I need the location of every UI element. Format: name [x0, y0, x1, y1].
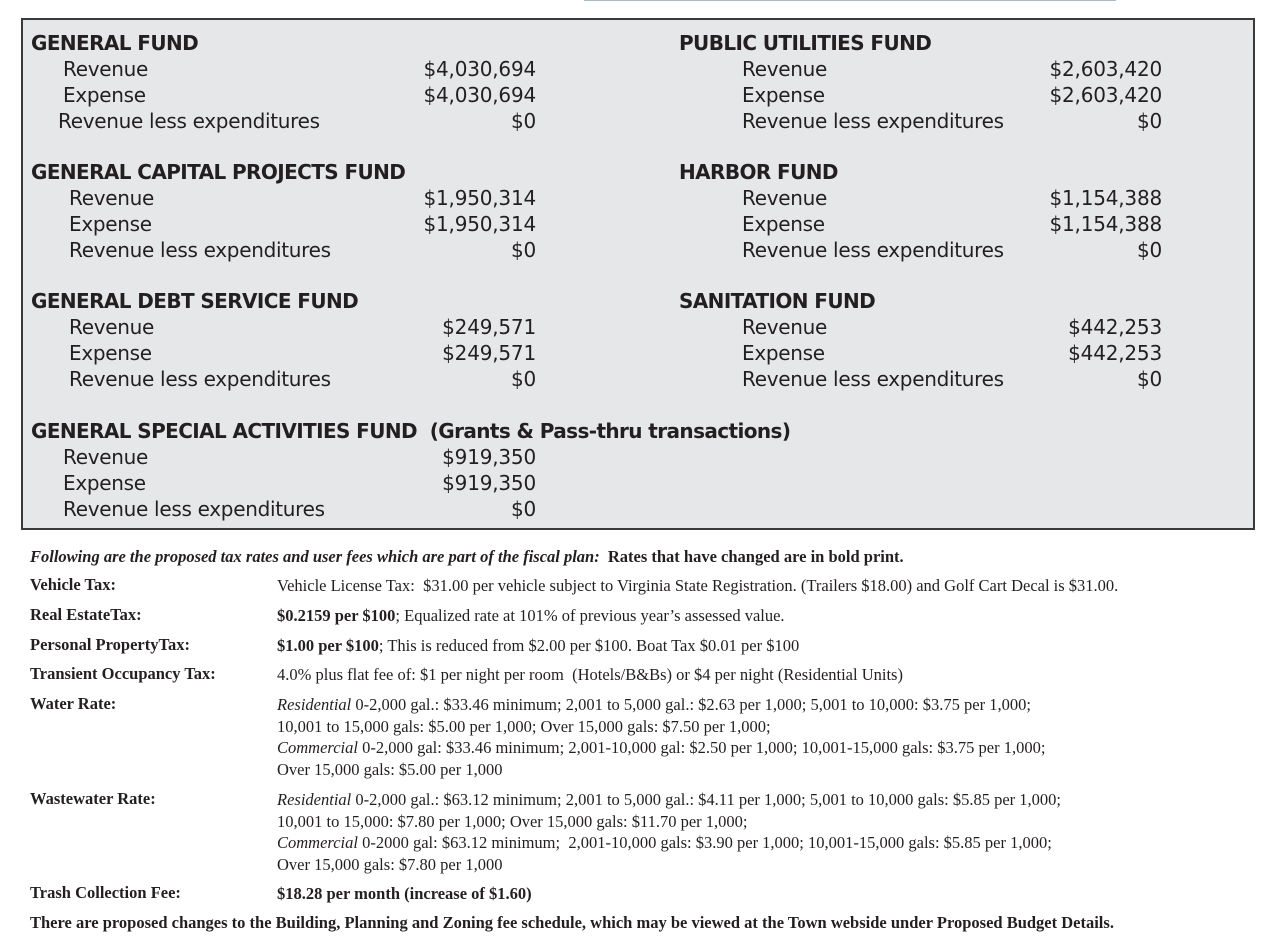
rate-label: Personal PropertyTax: — [30, 635, 190, 654]
fund-row-net — [679, 366, 1162, 392]
row-label: Expense — [742, 212, 825, 236]
rate-bold-value: $1.00 per $100 — [277, 636, 379, 655]
rate-bold-value: $0.2159 per $100 — [277, 606, 396, 625]
water-commercial-line-2: Over 15,000 gals: $5.00 per 1,000 — [277, 759, 503, 779]
fund-title: GENERAL FUND — [31, 31, 199, 55]
wastewater-residential-line-1 — [277, 789, 1061, 811]
fund-row-net — [31, 237, 536, 263]
row-label: Revenue — [63, 445, 148, 469]
fund-row-expense — [679, 211, 1162, 237]
rate-text: 4.0% plus flat fee of: $1 per night per room (Hotels/B&Bs) or $4 per night (Residential Units) — [277, 665, 903, 684]
commercial-label: Commercial — [277, 833, 358, 852]
row-label: Revenue — [742, 315, 827, 339]
row-value: $249,571 — [442, 341, 536, 365]
residential-detail: 0-2,000 gal.: $63.12 minimum; 2,001 to 5,000 gal.: $4.11 per 1,000; 5,001 to 10,000 gals: $5.85 per 1,000; — [351, 790, 1061, 809]
fund-general-debt-service — [31, 288, 536, 392]
row-value: $2,603,420 — [1049, 83, 1162, 107]
rates-intro — [30, 545, 904, 569]
fund-general — [31, 30, 536, 134]
row-value: $1,154,388 — [1049, 186, 1162, 210]
wastewater-residential-line-2: 10,001 to 15,000: $7.80 per 1,000; Over 15,000 gals: $11.70 per 1,000; — [277, 811, 748, 831]
fund-row-expense — [31, 82, 536, 108]
rate-label: Water Rate: — [30, 694, 117, 713]
row-value: $442,253 — [1068, 315, 1162, 339]
row-label: Revenue less expenditures — [742, 367, 1004, 391]
fund-row-net — [31, 496, 790, 522]
rates-intro-bold: Rates that have changed are in bold print. — [607, 547, 904, 566]
row-value: $2,603,420 — [1049, 57, 1162, 81]
fund-title: PUBLIC UTILITIES FUND — [679, 31, 932, 55]
row-value: $0 — [510, 497, 536, 521]
fund-sanitation — [679, 288, 1162, 392]
rate-text — [277, 694, 1045, 780]
fund-row-revenue — [31, 314, 536, 340]
fund-title: HARBOR FUND — [679, 160, 838, 184]
fund-public-utilities — [679, 30, 1162, 134]
fund-title: GENERAL DEBT SERVICE FUND — [31, 289, 359, 313]
row-label: Revenue less expenditures — [58, 109, 320, 133]
rate-label: Trash Collection Fee: — [30, 883, 181, 902]
row-value: $4,030,694 — [423, 83, 536, 107]
water-residential-line-1 — [277, 694, 1045, 716]
water-commercial-line-1 — [277, 737, 1045, 759]
row-label: Expense — [69, 341, 152, 365]
row-value: $4,030,694 — [423, 57, 536, 81]
fund-title: GENERAL SPECIAL ACTIVITIES FUND (Grants & Pass-thru transactions) — [31, 419, 791, 443]
row-value: $1,950,314 — [423, 186, 536, 210]
row-label: Revenue — [742, 186, 827, 210]
residential-label: Residential — [277, 790, 352, 809]
wastewater-commercial-line-2: Over 15,000 gals: $7.80 per 1,000 — [277, 854, 503, 874]
row-value: $0 — [510, 367, 536, 391]
rate-text — [277, 605, 785, 627]
fund-row-expense — [679, 82, 1162, 108]
rate-text: Vehicle License Tax: $31.00 per vehicle subject to Virginia State Registration. (Trailers $18.00) and Golf Cart Decal is $31.00. — [277, 576, 1119, 595]
row-label: Revenue less expenditures — [69, 238, 331, 262]
fund-title: GENERAL CAPITAL PROJECTS FUND — [31, 160, 406, 184]
fund-row-revenue — [679, 185, 1162, 211]
fund-row-net — [679, 237, 1162, 263]
row-label: Expense — [742, 341, 825, 365]
fund-row-expense — [31, 470, 790, 496]
rate-text — [277, 635, 799, 657]
row-value: $249,571 — [442, 315, 536, 339]
row-value: $919,350 — [442, 471, 536, 495]
rate-detail: ; This is reduced from $2.00 per $100. Boat Tax $0.01 per $100 — [378, 636, 800, 655]
rate-text: $18.28 per month (increase of $1.60) — [277, 884, 532, 903]
row-value: $0 — [1136, 367, 1162, 391]
wastewater-commercial-line-1 — [277, 832, 1061, 854]
row-value: $0 — [510, 109, 536, 133]
rate-label: Vehicle Tax: — [30, 575, 117, 594]
top-divider-line — [584, 0, 1116, 1]
row-label: Revenue less expenditures — [742, 109, 1004, 133]
fund-row-revenue — [679, 314, 1162, 340]
water-residential-line-2: 10,001 to 15,000 gals: $5.00 per 1,000; Over 15,000 gals: $7.50 per 1,000; — [277, 716, 771, 736]
row-value: $442,253 — [1068, 341, 1162, 365]
row-label: Revenue less expenditures — [742, 238, 1004, 262]
row-label: Revenue less expenditures — [63, 497, 325, 521]
row-label: Expense — [69, 212, 152, 236]
commercial-detail: 0-2000 gal: $63.12 minimum; 2,001-10,000 gals: $3.90 per 1,000; 10,001-15,000 gals: $5.85 per 1,000; — [357, 833, 1052, 852]
fund-harbor — [679, 159, 1162, 263]
rate-label: Transient Occupancy Tax: — [30, 664, 216, 683]
rate-detail: ; Equalized rate at 101% of previous year’s assessed value. — [395, 606, 785, 625]
row-value: $1,154,388 — [1049, 212, 1162, 236]
row-value: $0 — [1136, 109, 1162, 133]
commercial-label: Commercial — [277, 738, 358, 757]
fund-row-expense — [31, 340, 536, 366]
row-label: Expense — [742, 83, 825, 107]
rate-label: Wastewater Rate: — [30, 789, 156, 808]
fund-row-expense — [679, 340, 1162, 366]
fee-schedule-note: There are proposed changes to the Building, Planning and Zoning fee schedule, which may be viewed at the Town webside under Proposed Budget Details. — [30, 913, 1114, 932]
fund-summary-box — [21, 18, 1255, 530]
fund-row-net — [31, 108, 536, 134]
row-label: Expense — [63, 471, 146, 495]
row-value: $919,350 — [442, 445, 536, 469]
fund-general-special-activities — [31, 418, 790, 522]
fund-row-expense — [31, 211, 536, 237]
row-label: Revenue — [742, 57, 827, 81]
commercial-detail: 0-2,000 gal: $33.46 minimum; 2,001-10,000 gal: $2.50 per 1,000; 10,001-15,000 gals: $3.75 per 1,000; — [357, 738, 1046, 757]
row-label: Revenue — [69, 315, 154, 339]
row-label: Revenue less expenditures — [69, 367, 331, 391]
fund-row-revenue — [31, 56, 536, 82]
fund-title: SANITATION FUND — [679, 289, 876, 313]
row-value: $0 — [1136, 238, 1162, 262]
fund-row-net — [31, 366, 536, 392]
row-value: $0 — [510, 238, 536, 262]
rate-text — [277, 789, 1061, 875]
fund-row-net — [679, 108, 1162, 134]
fund-row-revenue — [31, 185, 536, 211]
row-label: Expense — [63, 83, 146, 107]
row-label: Revenue — [63, 57, 148, 81]
residential-label: Residential — [277, 695, 352, 714]
fund-row-revenue — [679, 56, 1162, 82]
rates-intro-italic: Following are the proposed tax rates and user fees which are part of the fiscal plan: — [30, 547, 600, 566]
fund-general-capital-projects — [31, 159, 536, 263]
row-label: Revenue — [69, 186, 154, 210]
rate-label: Real EstateTax: — [30, 605, 142, 624]
residential-detail: 0-2,000 gal.: $33.46 minimum; 2,001 to 5,000 gal.: $2.63 per 1,000; 5,001 to 10,000: $3.75 per 1,000; — [351, 695, 1031, 714]
fund-row-revenue — [31, 444, 790, 470]
row-value: $1,950,314 — [423, 212, 536, 236]
